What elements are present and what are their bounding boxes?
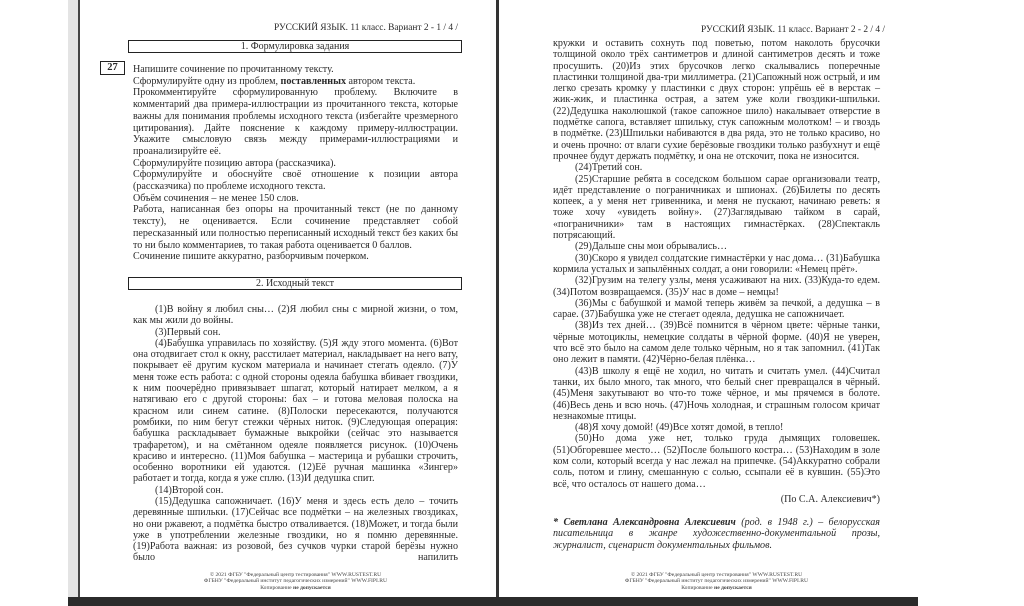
footer-copy-text: Копирование: [681, 584, 714, 591]
footer-line: ФГБНУ "Федеральный институт педагогических измерений" WWW.FIPI.RU: [203, 578, 388, 585]
right-page-footer: [553, 564, 880, 591]
text-paragraph: (38)Из тех дней… (39)Всё помнится в чёрном цвете: чёрные танки, чёрные мотоциклы, немецкие солдаты в чёрной форме. (40)Я не уверен, что всё это было на самом деле только чёрным, но я так запомнил. (41)Так оно лежит в памяти. (42)Чёрно-белая плёнка…: [553, 320, 880, 366]
text-run: автором текста.: [346, 75, 416, 87]
text-paragraph: (32)Грузим на телегу узлы, меня усаживают на них. (33)Куда-то едем. (34)Потом возвращаемся. (35)У нас в доме – немцы!: [553, 275, 880, 298]
page-shadow: [68, 0, 78, 597]
task-text: [133, 64, 458, 263]
text-paragraph: (50)Но дома уже нет, только груда дымящих головешек. (51)Обгоревшее место… (52)После большого костра… (53)Находим в золе ком соли, который всегда у нас лежал на припечке. (54)Аккуратно собрали соль, потом и глину, смешанную с солью, ссыпали её в кувшин. (55)Это всё, что осталось от нашего дома…: [553, 433, 880, 490]
task-block: [107, 62, 458, 263]
text-paragraph: (25)Старшие ребята в соседском большом сарае организовали театр, идёт представление о пограничниках и шпионах. (26)Билеты по десять копеек, а у меня нет гривенника, и меня не пускают, начинаю реветь: я тоже хочу «увидеть войну». (27)Заглядываю тайком в сарай, «пограничники» там в настоящих гимнастёрках. (28)Спектакль потрясающий.: [553, 173, 880, 242]
text-paragraph: (15)Дедушка сапожничает. (16)У меня и здесь есть дело – точить деревянные шпильки. (17)Сейчас все подмётки – на железных гвоздиках, но они ржавеют, а подмётка быстро отваливается. (18)Может, и тогда были уже в употреблении железные гвоздики, но я помню деревянные. (19)Работа важная: из розовой, без сучков чурки старой берёзы нужно было напилить: [133, 496, 458, 564]
footer-line: © 2021 ФГБУ "Федеральный центр тестирования" WWW.RUSTEST.RU: [630, 571, 803, 578]
text-paragraph: (43)В школу я ещё не ходил, но читать и считать умел. (44)Считал танки, их было много, так много, что белый снег превращался в чёрный. (45)Меня закутывают во что-то тоже чёрное, и мы прячемся в болоте. (46)Весь день и всю ночь. (47)Ночь холодная, и страшным голосом кричат незнакомые птицы.: [553, 365, 880, 422]
right-page: [499, 0, 936, 597]
text-paragraph: (1)В войну я любил сны… (2)Я любил сны с мирной жизни, о том, как мы жили до войны.: [133, 303, 458, 327]
section-source-title: 2. Исходный текст: [128, 277, 462, 290]
text-run: поставленных: [280, 75, 347, 87]
pages-row: [68, 0, 936, 597]
source-text-part1: [133, 304, 458, 564]
task-paragraph: Напишите сочинение по прочитанному тексту.: [133, 64, 334, 75]
text-paragraph: (29)Дальше сны мои обрывались…: [575, 241, 728, 253]
footer-line: [553, 585, 880, 591]
text-paragraph: (3)Первый сон.: [155, 326, 221, 338]
task-paragraph: Объём сочинения – не менее 150 слов.: [133, 192, 299, 204]
task-paragraph: [133, 76, 458, 88]
task-paragraph: Работа, написанная без опоры на прочитанный текст (не по данному тексту), не оценивается. Если сочинение представляет собой пересказанный или полностью переписанный исходный текст без каких бы то ни было комментариев, то такая работа оценивается 0 баллов.: [133, 204, 458, 251]
document-spread: [68, 0, 936, 606]
footer-line: [133, 585, 458, 591]
text-paragraph: (36)Мы с бабушкой и мамой теперь живём за печкой, а дедушка – в сарае. (37)Бабушка уже не стегает одеяла, дедушка не сапожничает.: [553, 297, 880, 321]
task-paragraph: Сформулируйте позицию автора (рассказчика).: [133, 157, 336, 169]
footer-line: © 2021 ФГБУ "Федеральный центр тестирования" WWW.RUSTEST.RU: [209, 571, 382, 578]
text-paragraph: (30)Скоро я увидел солдатские гимнастёрки у нас дома… (31)Бабушка кормила усталых и запылённых солдат, а они говорили: «Немец прёт».: [553, 252, 880, 275]
text-paragraph: (14)Второй сон.: [155, 484, 224, 496]
text-run: Сформулируйте одну из проблем,: [133, 75, 281, 87]
footer-copy-bold: не допускается: [292, 584, 331, 591]
source-text-part2: [553, 38, 880, 551]
section-task-title: 1. Формулировка задания: [128, 40, 462, 53]
footnote-author-name: * Светлана Александровна Алексиевич: [553, 517, 736, 529]
author-signature: (По С.А. Алексиевич*): [780, 493, 880, 505]
left-page-footer: [133, 564, 458, 591]
right-page-header: РУССКИЙ ЯЗЫК. 11 класс. Вариант 2 - 2 / 4 /: [701, 25, 885, 35]
text-paragraph: (48)Я хочу домой! (49)Все хотят домой, в тепло!: [575, 422, 784, 434]
task-paragraph: Сформулируйте и обоснуйте своё отношение к позиции автора (рассказчика) по проблеме исходного текста.: [133, 169, 458, 193]
footer-line: ФГБНУ "Федеральный институт педагогических измерений" WWW.FIPI.RU: [624, 578, 809, 585]
text-paragraph: (24)Третий сон.: [575, 162, 643, 174]
left-page: [78, 0, 499, 597]
task-paragraph: Сочинение пишите аккуратно, разборчивым почерком.: [133, 251, 369, 263]
bottom-edge: [68, 597, 918, 606]
footer-copy-bold: не допускается: [713, 584, 752, 591]
left-page-header: РУССКИЙ ЯЗЫК. 11 класс. Вариант 2 - 1 / 4 /: [274, 23, 458, 33]
task-paragraph: Прокомментируйте сформулированную проблему. Включите в комментарий два примера-иллюстрации из прочитанного текста, которые важны для понимания проблемы исходного текста (избегайте чрезмерного цитирования). Дайте пояснение к каждому примеру-иллюстрации. Укажите смысловую связь между примерами-иллюстрациями и проанализируйте её.: [133, 87, 458, 157]
author-footnote: [553, 517, 880, 551]
text-paragraph: (4)Бабушка управилась по хозяйству. (5)Я жду этого момента. (6)Вот она отодвигает стол к окну, расстилает материал, накладывает на него вату, покрывает её другим куском материала и начинает стегать одеяло. (7)У меня тоже есть работа: с одной стороны одеяла бабушка вбивает гвоздики, к ним поочерёдно привязывает шпагат, который натирает мелком, а я натягиваю его с другой стороны: бах – и готова меловая полоска на красном или синем сатине. (8)Полоски пересекаются, получаются ромбики, по ним бегут стежки чёрных ниток. (9)Следующая операция: бабушка раскладывает бумажные выкройки (сейчас это называется трафаретом), и на смётанном одеяле появляется рисунок. (10)Очень красиво и интересно. (11)Моя бабушка – мастерица и рубашки строчить, особенно воротники ей удаются. (12)Её ручная машинка «Зингер» работает и тогда, когда я уже сплю. (13)И дедушка спит.: [133, 337, 458, 485]
text-paragraph: кружки и оставить сохнуть под поветью, потом наколоть брусочки толщиной около трёх сантиметров и длиной сантиметров десять и тоже просушить. (20)Из этих брусочков легко скалывались поперечные пластинки толщиной два-три миллиметра. (21)Сапожный нож острый, и им легко срезать кромку у пластинки с двух сторон: упрёшь её в верстак – жик-жик, и пластинка острая, а затем уже коли гвоздики-шпильки. (22)Дедушка наколюшкой (такое сапожное шило) накалывает отверстие в подмётке сапога, вставляет шпильку, стук сапожным молотком! – и гвоздь в подмётке. (23)Шпильки набиваются в два ряда, это не только красиво, но и очень прочно: от влаги сухие берёзовые гвоздики только разбухнут и ещё прочнее будут держать подмётку, и она не отскочит, пока не износится.: [553, 38, 880, 162]
task-number-badge: 27: [100, 61, 125, 75]
footnote-text: (род. в 1948 г.) – белорусская писательница в жанре художественно-документальной прозы, журналист, сценарист документальных фильмов.: [553, 517, 880, 551]
footer-copy-text: Копирование: [260, 584, 293, 591]
